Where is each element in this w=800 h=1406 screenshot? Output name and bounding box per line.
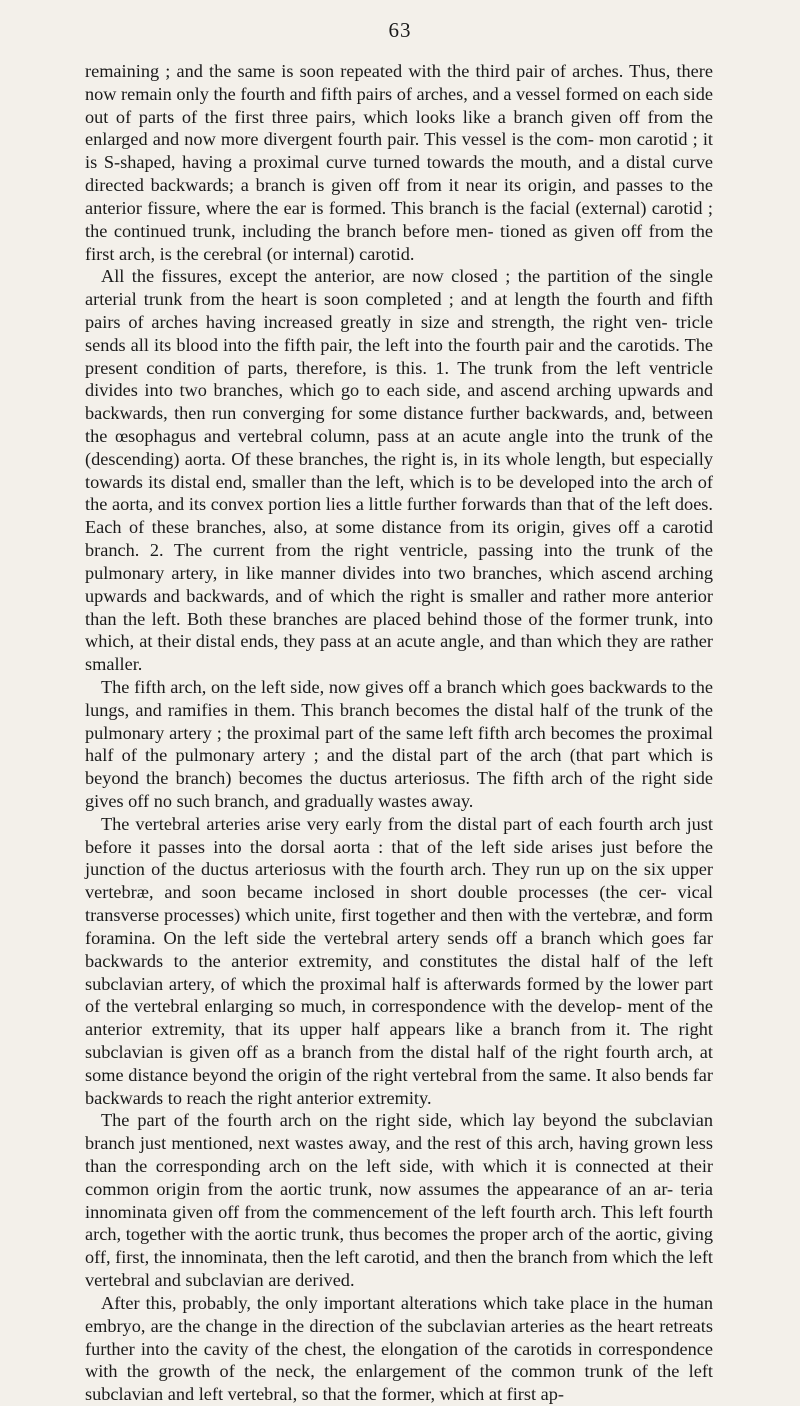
page-number: 63 [388, 18, 412, 42]
paragraph: remaining ; and the same is soon repeated with the third pair of arches. Thus, there now remain only the fourth and fifth pairs of arches, and a vessel formed on each side out of parts of the first three pairs, which looks like a branch given off from the enlarged and now more divergent fourth pair. This vessel is the com- mon carotid ; it is S-shaped, having a proximal curve turned towards the mouth, and a distal curve directed backwards; a branch is given off from it near its origin, and passes to the anterior fissure, where the ear is formed. This branch is the facial (external) carotid ; the continued trunk, including the branch before men- tioned as given off from the first arch, is the cerebral (or internal) carotid. [85, 61, 713, 264]
paragraph: All the fissures, except the anterior, are now closed ; the partition of the single arterial trunk from the heart is soon completed ; and at length the fourth and fifth pairs of arches having increased greatly in size and strength, the right ven- tricle sends all its blood into the fifth pair, the left into the fourth pair and the carotids. The present condition of parts, therefore, is this. 1. The trunk from the left ventricle divides into two branches, which go to each side, and ascend arching upwards and backwards, then run converging for some distance further backwards, and, between the œsophagus and vertebral column, pass at an acute angle into the trunk of the (descending) aorta. Of these branches, the right is, in its whole length, but especially towards its distal end, smaller than the left, which is to be developed into the arch of the aorta, and its convex portion lies a little further forwards than that of the left does. Each of these branches, also, at some distance from its origin, gives off a carotid branch. 2. The current from the right ventricle, passing into the trunk of the pulmonary artery, in like manner divides into two branches, which ascend arching upwards and backwards, and of which the right is smaller and rather more anterior than the left. Both these branches are placed behind those of the former trunk, into which, at their distal ends, they pass at an acute angle, and than which they are rather smaller. [85, 266, 713, 675]
body-text [85, 60, 713, 1406]
paragraph: The fifth arch, on the left side, now gives off a branch which goes backwards to the lungs, and ramifies in them. This branch becomes the distal half of the trunk of the pulmonary artery ; the proximal part of the same left fifth arch becomes the proximal half of the pulmonary artery ; and the distal part of the arch (that part which is beyond the branch) becomes the ductus arteriosus. The fifth arch of the right side gives off no such branch, and gradually wastes away. [85, 676, 713, 811]
paragraph: The vertebral arteries arise very early from the distal part of each fourth arch just before it passes into the dorsal aorta : that of the left side arises just before the junction of the ductus arteriosus with the fourth arch. They run up on the six upper vertebræ, and soon became inclosed in short double processes (the cer- vical transverse processes) which unite, first together and then with the vertebræ, and form foramina. On the left side the vertebral artery sends off a branch which goes far backwards to the anterior extremity, and constitutes the distal half of the left subclavian artery, of which the proximal half is afterwards formed by the lower part of the vertebral enlarging so much, in correspondence with the develop- ment of the anterior extremity, that its upper half appears like a branch from it. The right subclavian is given off as a branch from the distal half of the right fourth arch, at some distance beyond the origin of the right vertebral from the same. It also bends far backwards to reach the right anterior extremity. [85, 813, 713, 1108]
paragraph: The part of the fourth arch on the right side, which lay beyond the subclavian branch just mentioned, next wastes away, and the rest of this arch, having grown less than the corresponding arch on the left side, with which it is connected at their common origin from the aortic trunk, now assumes the appearance of an ar- teria innominata given off from the commencement of the left fourth arch. This left fourth arch, together with the aortic trunk, thus becomes the proper arch of the aortic, giving off, first, the innominata, then the left carotid, and then the branch from which the left vertebral and subclavian are derived. [85, 1110, 713, 1291]
paragraph: After this, probably, the only important alterations which take place in the human embryo, are the change in the direction of the subclavian arteries as the heart retreats further into the cavity of the chest, the elongation of the carotids in correspondence with the growth of the neck, the enlargement of the common trunk of the left subclavian and left vertebral, so that the former, which at first ap- [85, 1292, 713, 1405]
